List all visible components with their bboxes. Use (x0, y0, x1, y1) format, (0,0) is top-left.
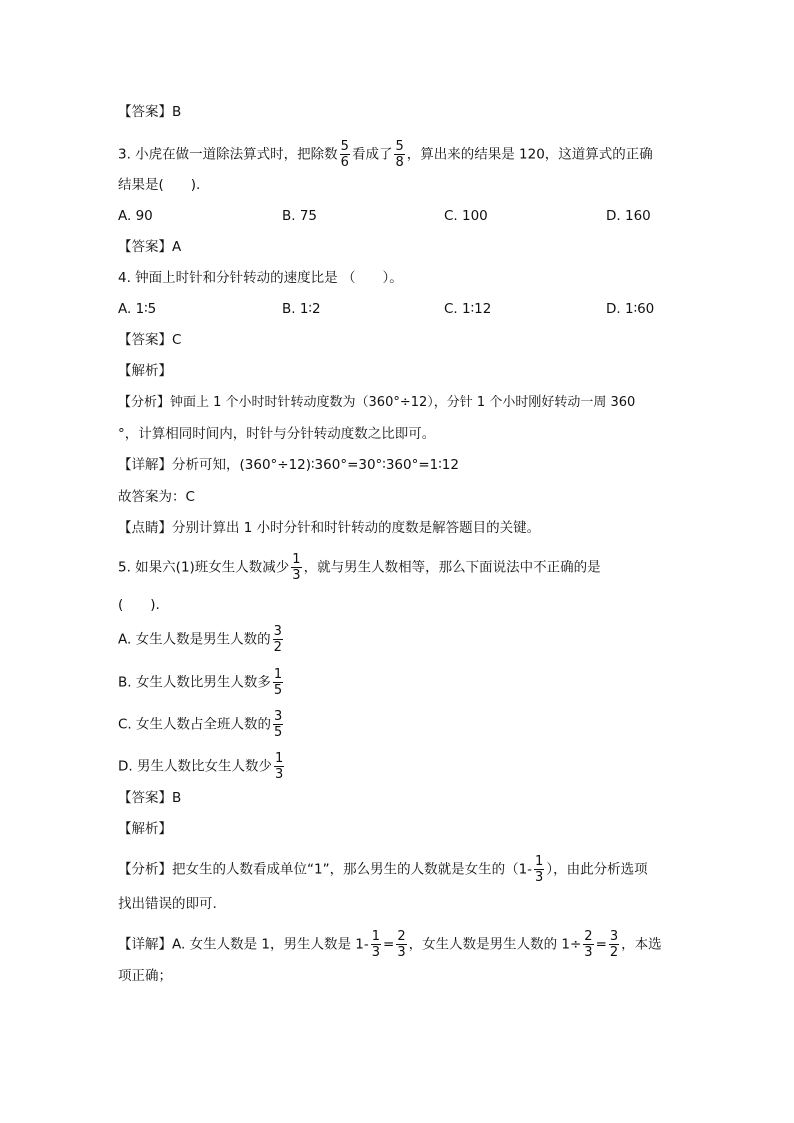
fraction-5-6 (340, 140, 350, 169)
q5-option-a-text: A. 女生人数是男生人数的 (118, 631, 271, 648)
question-3-line1 (118, 140, 653, 169)
fraction-numerator: 2 (584, 929, 593, 944)
answer-q2: 【答案】B (118, 104, 182, 120)
answer-q5: 【答案】B (118, 790, 182, 806)
q4-option-a: A. 1∶5 (118, 301, 157, 317)
fraction-1-5 (273, 668, 283, 697)
q4-option-d: D. 1∶60 (606, 301, 655, 317)
fraction-2-3 (396, 930, 406, 959)
q3-option-c: C. 100 (444, 208, 488, 224)
q5-text-b: ，就与男生人数相等，那么下面说法中不正确的是 (303, 559, 601, 576)
fraction-denominator: 2 (273, 640, 282, 655)
fraction-denominator: 5 (273, 683, 283, 698)
fraction-numerator: 5 (340, 139, 349, 154)
fraction-denominator: 6 (340, 155, 349, 170)
answer-q4: 【答案】C (118, 332, 182, 348)
fraction-numerator: 5 (395, 139, 404, 154)
fraction-numerator: 1 (535, 854, 544, 869)
q3-text-b: 看成了 (351, 146, 393, 163)
fraction-numerator: 1 (273, 667, 283, 682)
fraction-numerator: 3 (609, 929, 619, 944)
analysis-q4-line2: °，计算相同时间内，时针与分针转动度数之比即可。 (118, 426, 436, 442)
fraction-numerator: 2 (397, 929, 406, 944)
equals-sign: = (595, 936, 607, 953)
analysis-heading-q4: 【解析】 (118, 363, 172, 379)
fx5-text-b: ），由此分析选项 (546, 861, 648, 878)
fx5-text-a: 【分析】把女生的人数看成单位“1”，那么男生的人数就是女生的（1- (118, 861, 533, 878)
answer-q3: 【答案】A (118, 239, 182, 255)
conclusion-q4: 故答案为：C (118, 489, 195, 505)
fraction-denominator: 2 (609, 945, 619, 960)
detail-q5-line2: 项正确； (118, 968, 172, 984)
key-point-q4: 【点睛】分别计算出 1 小时分针和时针转动的度数是解答题目的关键。 (118, 520, 541, 536)
analysis-q5-line1 (118, 855, 648, 884)
fraction-numerator: 3 (274, 709, 283, 724)
fraction-3-5 (273, 710, 283, 739)
q5-option-a (118, 625, 285, 654)
fraction-denominator: 8 (395, 155, 404, 170)
question-3-line2: 结果是( ). (118, 177, 201, 193)
q4-option-b: B. 1∶2 (282, 301, 321, 317)
xj5-text-c: ，本选 (621, 936, 662, 953)
q5-option-b-text: B. 女生人数比男生人数多 (118, 674, 271, 691)
fraction-2-3 (583, 930, 593, 959)
fraction-numerator: 1 (371, 929, 380, 944)
fraction-denominator: 3 (535, 870, 544, 885)
q5-text-a: 5. 如果六(1)班女生人数减少 (118, 559, 290, 576)
fraction-numerator: 3 (273, 624, 282, 639)
q5-option-d (118, 752, 286, 781)
q5-option-c-text: C. 女生人数占全班人数的 (118, 716, 272, 733)
question-5-line2: ( ). (118, 597, 160, 613)
q3-text-a: 3. 小虎在做一道除法算式时，把除数 (118, 146, 338, 163)
analysis-q5-line2: 找出错误的即可. (118, 896, 217, 912)
fraction-3-2 (609, 930, 619, 959)
q4-option-c: C. 1∶12 (444, 301, 492, 317)
fraction-1-3 (371, 930, 381, 959)
question-4: 4. 钟面上时针和分针转动的速度比是 （ ）。 (118, 270, 403, 286)
xj5-text-b: ，女生人数是男生人数的 1÷ (408, 936, 582, 953)
q5-option-d-text: D. 男生人数比女生人数少 (118, 758, 272, 775)
q3-option-a: A. 90 (118, 208, 153, 224)
fraction-denominator: 3 (397, 945, 406, 960)
fraction-numerator: 1 (292, 552, 301, 567)
q3-option-d: D. 160 (606, 208, 651, 224)
xj5-text-a: 【详解】A. 女生人数是 1，男生人数是 1- (118, 936, 369, 953)
detail-q5-line1 (118, 930, 662, 959)
fraction-1-3 (534, 855, 544, 884)
fraction-denominator: 3 (274, 767, 284, 782)
detail-q4: 【详解】分析可知，(360°÷12)∶360°=30°∶360°=1∶12 (118, 457, 459, 473)
q5-option-b (118, 668, 285, 697)
fraction-5-8 (394, 140, 404, 169)
fraction-numerator: 1 (274, 751, 284, 766)
analysis-heading-q5: 【解析】 (118, 821, 172, 837)
analysis-q4-line1: 【分析】钟面上 1 个小时时针转动度数为（360°÷12），分针 1 个小时刚好转动一周 360 (118, 395, 636, 410)
fraction-denominator: 5 (274, 725, 283, 740)
q3-text-c: ，算出来的结果是 120，这道算式的正确 (406, 146, 653, 163)
q5-option-c (118, 710, 285, 739)
fraction-denominator: 3 (292, 568, 301, 583)
fraction-1-3 (291, 553, 301, 582)
fraction-1-3 (274, 752, 284, 781)
question-5-line1 (118, 553, 601, 582)
equals-sign: = (383, 936, 395, 953)
fraction-3-2 (273, 625, 283, 654)
q3-option-b: B. 75 (282, 208, 318, 224)
fraction-denominator: 3 (584, 945, 593, 960)
fraction-denominator: 3 (371, 945, 380, 960)
